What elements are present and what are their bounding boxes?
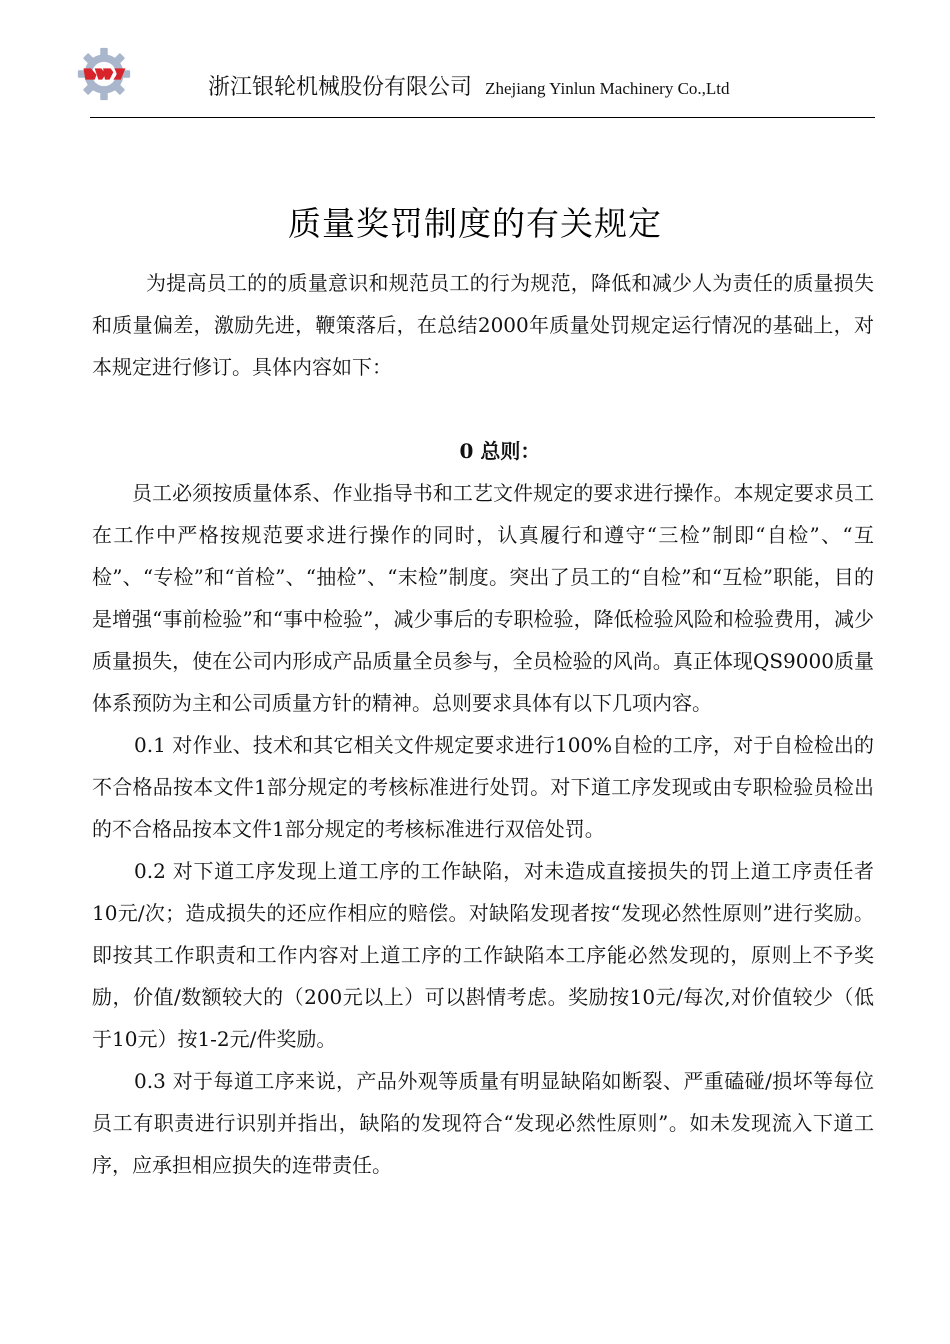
header-divider <box>90 117 875 118</box>
clause-0-2: 0.2 对下道工序发现上道工序的工作缺陷，对未造成直接损失的罚上道工序责任者10元/次；造成损失的还应作相应的赔偿。对缺陷发现者按“发现必然性原则”进行奖励。即按其工作职责和工作内容对上道工序的工作缺陷本工序能必然发现的，原则上不予奖励，价值/数额较大的（200元以上）可以斟情考虑。奖励按10元/每次,对价值较少（低于10元）按1-2元/件奖励。 <box>92 859 874 1051</box>
document-title: 质量奖罚制度的有关规定 <box>288 204 662 243</box>
section-heading-general: 0 总则： <box>459 439 541 463</box>
page-header <box>76 40 876 118</box>
company-name-chinese: 浙江银轮机械股份有限公司 <box>208 75 473 100</box>
document-body <box>92 262 874 1186</box>
general-rules-paragraph: 员工必须按质量体系、作业指导书和工艺文件规定的要求进行操作。本规定要求员工在工作中严格按规范要求进行操作的同时，认真履行和遵守“三检”制即“自检”、“互检”、“专检”和“首检”、“抽检”、“末检”制度。突出了员工的“自检”和“互检”职能，目的是增强“事前检验”和“事中检验”，减少事后的专职检验，降低检验风险和检验费用，减少质量损失，使在公司内形成产品质量全员参与，全员检验的风尚。真正体现QS9000质量体系预防为主和公司质量方针的精神。总则要求具体有以下几项内容。 <box>92 481 874 715</box>
company-name-english: Zhejiang Yinlun Machinery Co.,Ltd <box>485 79 730 98</box>
company-logo-icon <box>76 46 132 102</box>
intro-paragraph: 为提高员工的的质量意识和规范员工的行为规范，降低和减少人为责任的质量损失和质量偏差，激励先进，鞭策落后，在总结2000年质量处罚规定运行情况的基础上，对本规定进行修订。具体内容如下： <box>92 271 874 379</box>
clause-0-1: 0.1 对作业、技术和其它相关文件规定要求进行100%自检的工序，对于自检检出的不合格品按本文件1部分规定的考核标准进行处罚。对下道工序发现或由专职检验员检出的不合格品按本文件1部分规定的考核标准进行双倍处罚。 <box>92 733 874 841</box>
header-company-name <box>208 70 730 101</box>
clause-0-3: 0.3 对于每道工序来说，产品外观等质量有明显缺陷如断裂、严重磕碰/损坏等每位员工有职责进行识别并指出，缺陷的发现符合“发现必然性原则”。如未发现流入下道工序，应承担相应损失的连带责任。 <box>92 1069 874 1177</box>
